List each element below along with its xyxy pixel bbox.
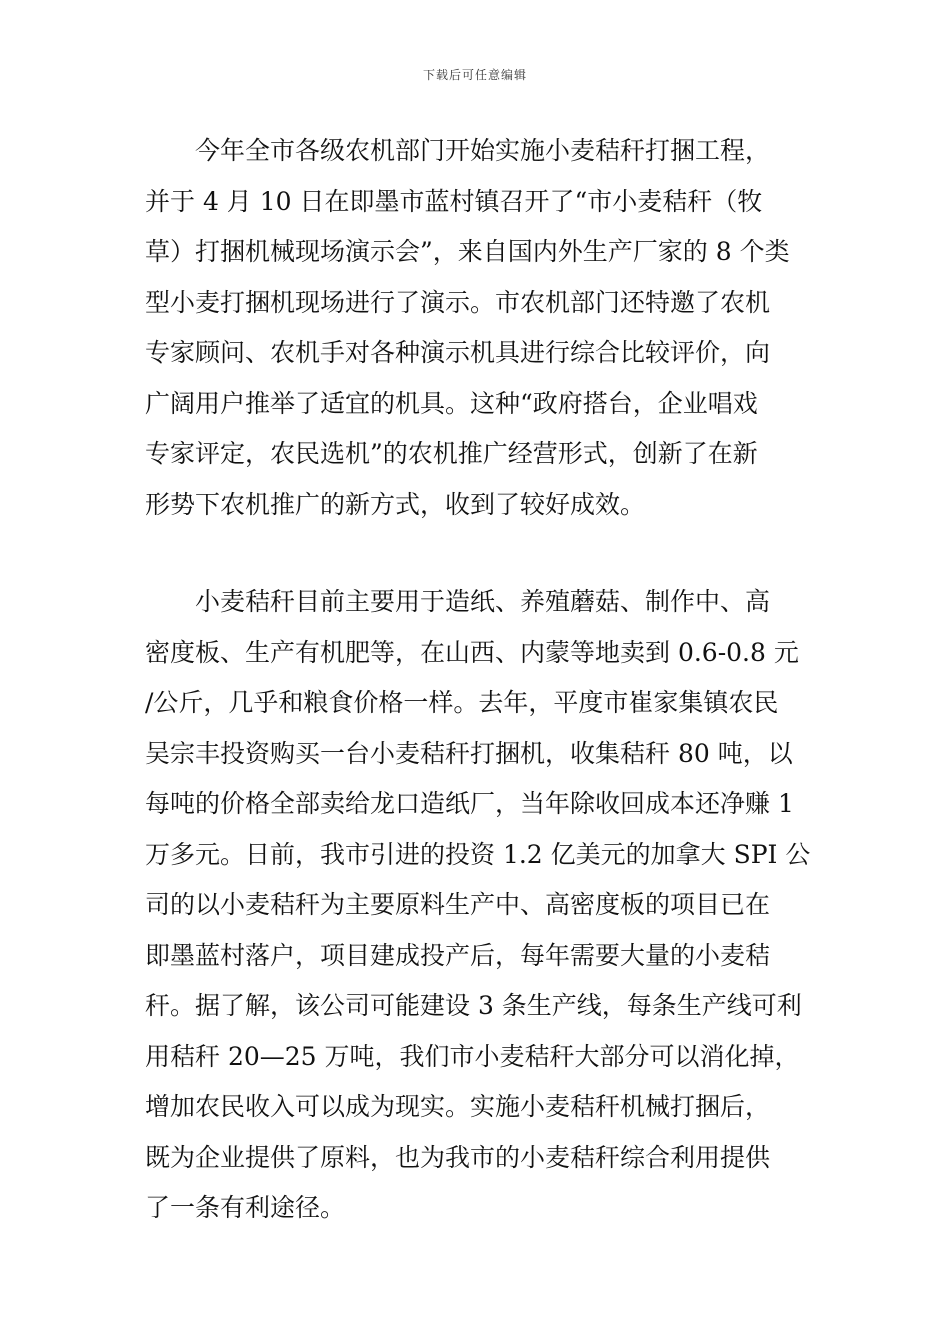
paragraph-line: 吴宗丰投资购买一台小麦秸秆打捆机，收集秸秆 80 吨，以 — [145, 738, 793, 768]
paragraph-line: 即墨蓝村落户，项目建成投产后，每年需要大量的小麦秸 — [145, 940, 771, 970]
paragraph-line: 每吨的价格全部卖给龙口造纸厂，当年除收回成本还净赚 1 — [145, 789, 794, 818]
paragraph-line: 并于 4 月 10 日在即墨市蓝村镇召开了“市小麦秸秆（牧 — [145, 186, 763, 216]
paragraph-line: 形势下农机推广的新方式，收到了较好成效。 — [145, 489, 646, 519]
paragraph-line: 今年全市各级农机部门开始实施小麦秸秆打捆工程， — [195, 136, 771, 165]
paragraph-line: 小麦秸秆目前主要用于造纸、养殖蘑菇、制作中、高 — [195, 587, 771, 616]
paragraph-line: 型小麦打捆机现场进行了演示。市农机部门还特邀了农机 — [145, 287, 771, 317]
header-note: 下载后可任意编辑 — [422, 68, 527, 82]
paragraph-line: 既为企业提供了原料，也为我市的小麦秸秆综合利用提供 — [145, 1142, 771, 1172]
paragraph-line: /公斤，几乎和粮食价格一样。去年，平度市崔家集镇农民 — [145, 688, 779, 717]
paragraph-1 — [145, 126, 810, 530]
paragraph-line: 专家评定，农民选机”的农机推广经营形式，创新了在新 — [145, 439, 758, 468]
paragraph-line: 密度板、生产有机肥等，在山西、内蒙等地卖到 0.6-0.8 元 — [145, 637, 799, 667]
paragraph-line: 秆。据了解，该公司可能建设 3 条生产线，每条生产线可利 — [145, 991, 802, 1020]
paragraph-line: 广阔用户推举了适宜的机具。这种“政府搭台，企业唱戏 — [145, 388, 758, 418]
paragraph-2 — [145, 577, 810, 1234]
paragraph-line: 专家顾问、农机手对各种演示机具进行综合比较评价，向 — [145, 338, 771, 367]
paragraph-line: 了一条有利途径。 — [145, 1193, 346, 1222]
paragraph-line: 增加农民收入可以成为现实。实施小麦秸秆机械打捆后， — [145, 1092, 771, 1121]
paragraph-line: 草）打捆机械现场演示会”，来自国内外生产厂家的 8 个类 — [145, 237, 790, 266]
paragraph-line: 万多元。日前，我市引进的投资 1.2 亿美元的加拿大 SPI 公 — [145, 839, 810, 869]
paragraph-line: 司的以小麦秸秆为主要原料生产中、高密度板的项目已在 — [145, 890, 771, 919]
paragraph-line: 用秸秆 20—25 万吨，我们市小麦秸秆大部分可以消化掉， — [145, 1041, 800, 1071]
